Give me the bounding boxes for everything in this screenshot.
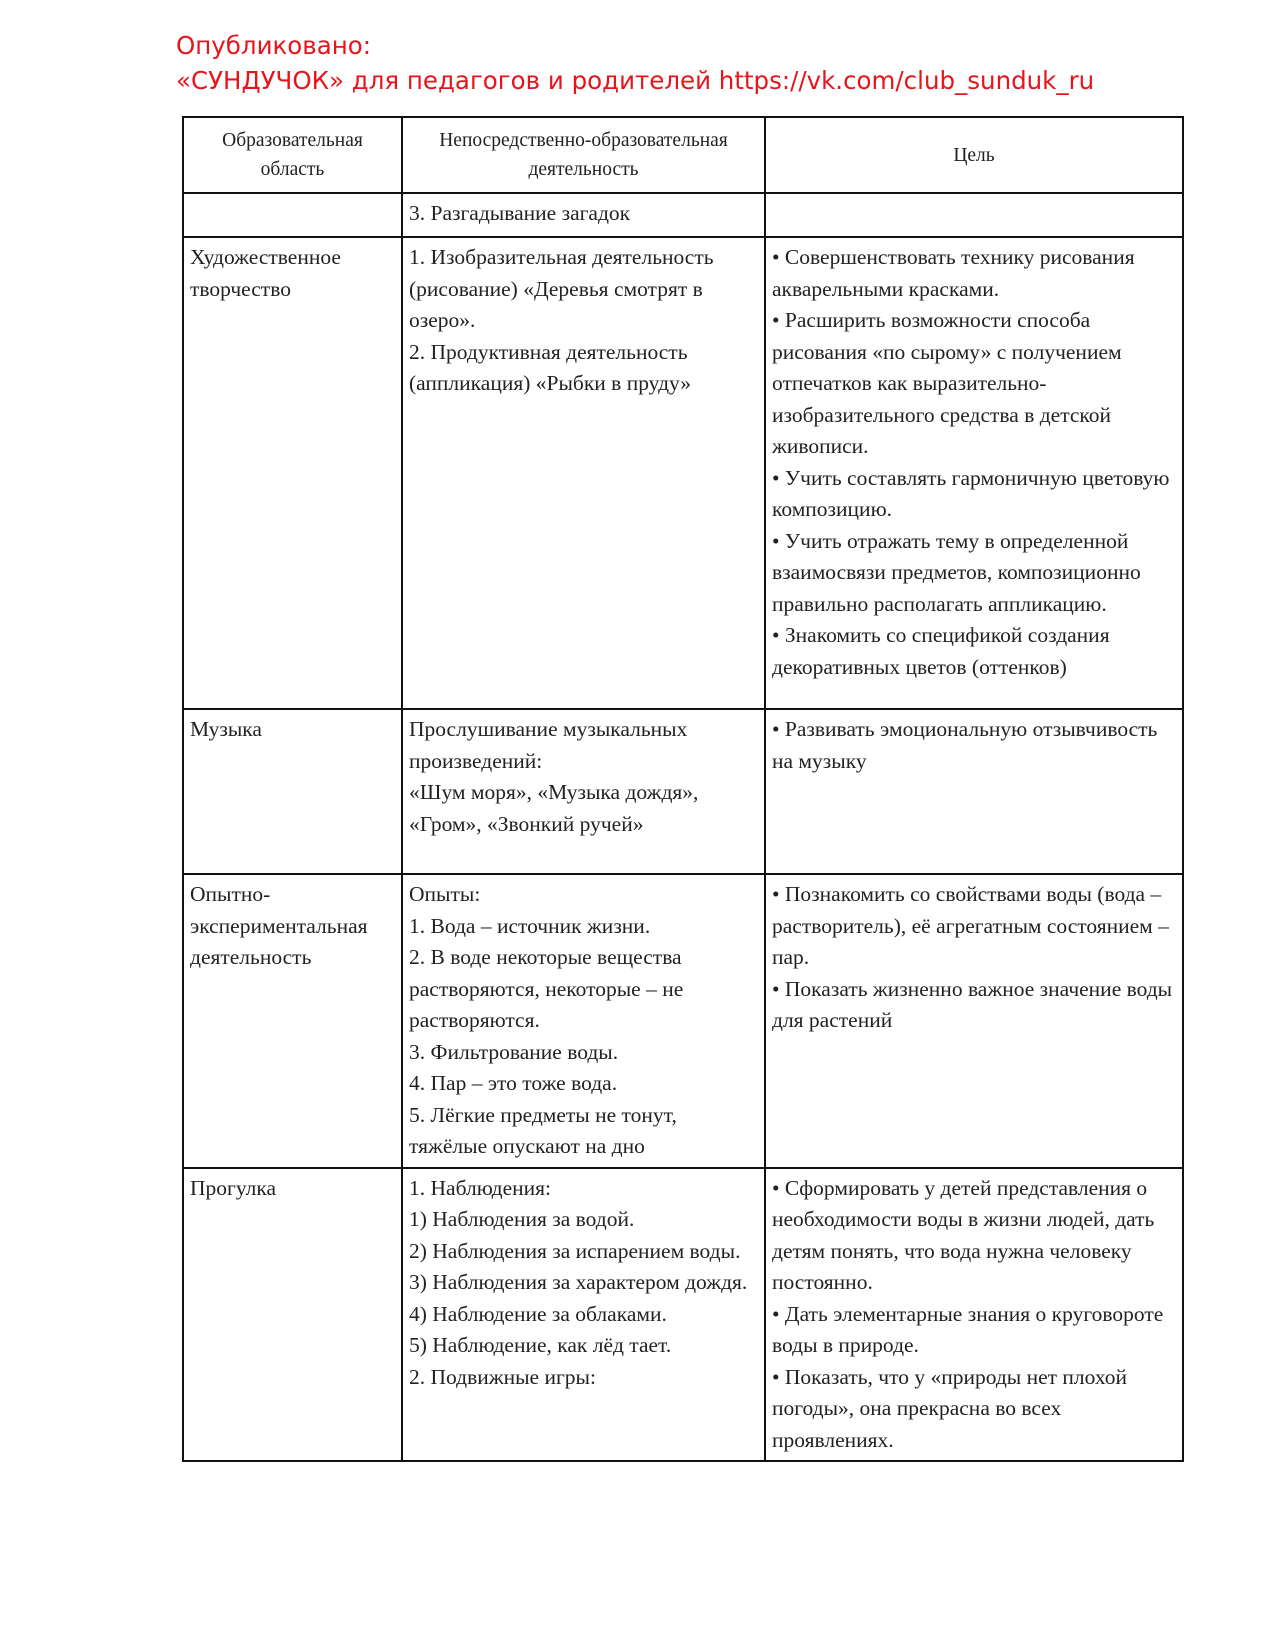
activities-cell: [402, 874, 765, 1168]
activity-item: 3) Наблюдения за характером дождя.: [409, 1270, 748, 1294]
activities-cell: [402, 193, 765, 237]
goal-item: • Учить составлять гармоничную цветовую композицию.: [772, 463, 1176, 526]
activity-item: 4) Наблюдение за облаками.: [409, 1301, 667, 1326]
area-cell: Опытно-экспериментальная деятельность: [183, 874, 402, 1168]
banner-line-source: «СУНДУЧОК» для педагогов и родителей https://vk.com/club_sunduk_ru: [176, 66, 1095, 95]
header-area: Образовательная область: [183, 117, 402, 193]
activity-item: 2. Подвижные игры:: [409, 1364, 596, 1389]
goals-cell: [765, 1168, 1183, 1462]
goal-item: • Знакомить со спецификой создания декоративных цветов (оттенков): [772, 620, 1176, 683]
area-cell: [183, 193, 402, 237]
table-row: [183, 709, 1183, 874]
goal-item: • Развивать эмоциональную отзывчивость на музыку: [772, 714, 1176, 777]
activity-item: Прослушивание музыкальных произведений:: [409, 717, 688, 773]
table-row: [183, 237, 1183, 709]
banner-line-published: Опубликовано:: [176, 31, 371, 60]
activities-cell: [402, 1168, 765, 1462]
goal-item: • Дать элементарные знания о круговороте воды в природе.: [772, 1299, 1176, 1362]
activity-item: 5) Наблюдение, как лёд тает.: [409, 1333, 672, 1357]
goals-cell: [765, 874, 1183, 1168]
activity-item: 4. Пар – это тоже вода.: [409, 1071, 618, 1095]
activity-item: 1. Вода – источник жизни.: [409, 913, 651, 938]
goal-item: • Показать, что у «природы нет плохой погоды», она прекрасна во всех проявлениях.: [772, 1362, 1176, 1457]
area-cell: Прогулка: [183, 1168, 402, 1462]
table-row: [183, 193, 1183, 237]
activity-table: [182, 116, 1184, 1462]
activity-item: 1. Наблюдения:: [409, 1175, 552, 1200]
goal-item: • Познакомить со свойствами воды (вода – растворитель), её агрегатным состоянием – пар.: [772, 879, 1176, 974]
goal-item: • Показать жизненно важное значение воды для растений: [772, 974, 1176, 1037]
table-header-row: [183, 117, 1183, 193]
header-goal: Цель: [765, 117, 1183, 193]
table-row: [183, 874, 1183, 1168]
activity-item: 2. Продуктивная деятельность (аппликация) «Рыбки в пруду»: [409, 339, 692, 395]
goals-cell: [765, 709, 1183, 874]
header-activity: Непосредственно-образовательная деятельность: [402, 117, 765, 193]
goal-item: • Расширить возможности способа рисования «по сырому» с получением отпечатков как выразительно-изобразительного средства в детской живописи.: [772, 305, 1176, 463]
goals-cell: [765, 193, 1183, 237]
area-cell: Художественное творчество: [183, 237, 402, 709]
area-cell: Музыка: [183, 709, 402, 874]
goals-cell: [765, 237, 1183, 709]
activity-item: 2) Наблюдения за испарением воды.: [409, 1238, 741, 1263]
activity-item: 1) Наблюдения за водой.: [409, 1207, 635, 1231]
goal-item: • Сформировать у детей представления о необходимости воды в жизни людей, дать детям понять, что вода нужна человеку постоянно.: [772, 1173, 1176, 1299]
activity-item: 2. В воде некоторые вещества растворяются, некоторые – не растворяются.: [409, 945, 684, 1032]
activity-item: 5. Лёгкие предметы не тонут, тяжёлые опускают на дно: [409, 1102, 677, 1158]
goal-item: • Учить отражать тему в определенной взаимосвязи предметов, композиционно правильно располагать аппликацию.: [772, 526, 1176, 621]
goal-item: • Совершенствовать технику рисования акварельными красками.: [772, 242, 1176, 305]
activity-item: 3. Фильтрование воды.: [409, 1039, 619, 1064]
activity-item: 3. Разгадывание загадок: [409, 201, 631, 225]
table-row: [183, 1168, 1183, 1462]
activity-item: «Шум моря», «Музыка дождя», «Гром», «Звонкий ручей»: [409, 780, 699, 836]
activity-item: 1. Изобразительная деятельность (рисование) «Деревья смотрят в озеро».: [409, 245, 714, 332]
publication-banner: [176, 28, 1094, 98]
activities-cell: [402, 709, 765, 874]
activity-item: Опыты:: [409, 882, 481, 906]
activities-cell: [402, 237, 765, 709]
